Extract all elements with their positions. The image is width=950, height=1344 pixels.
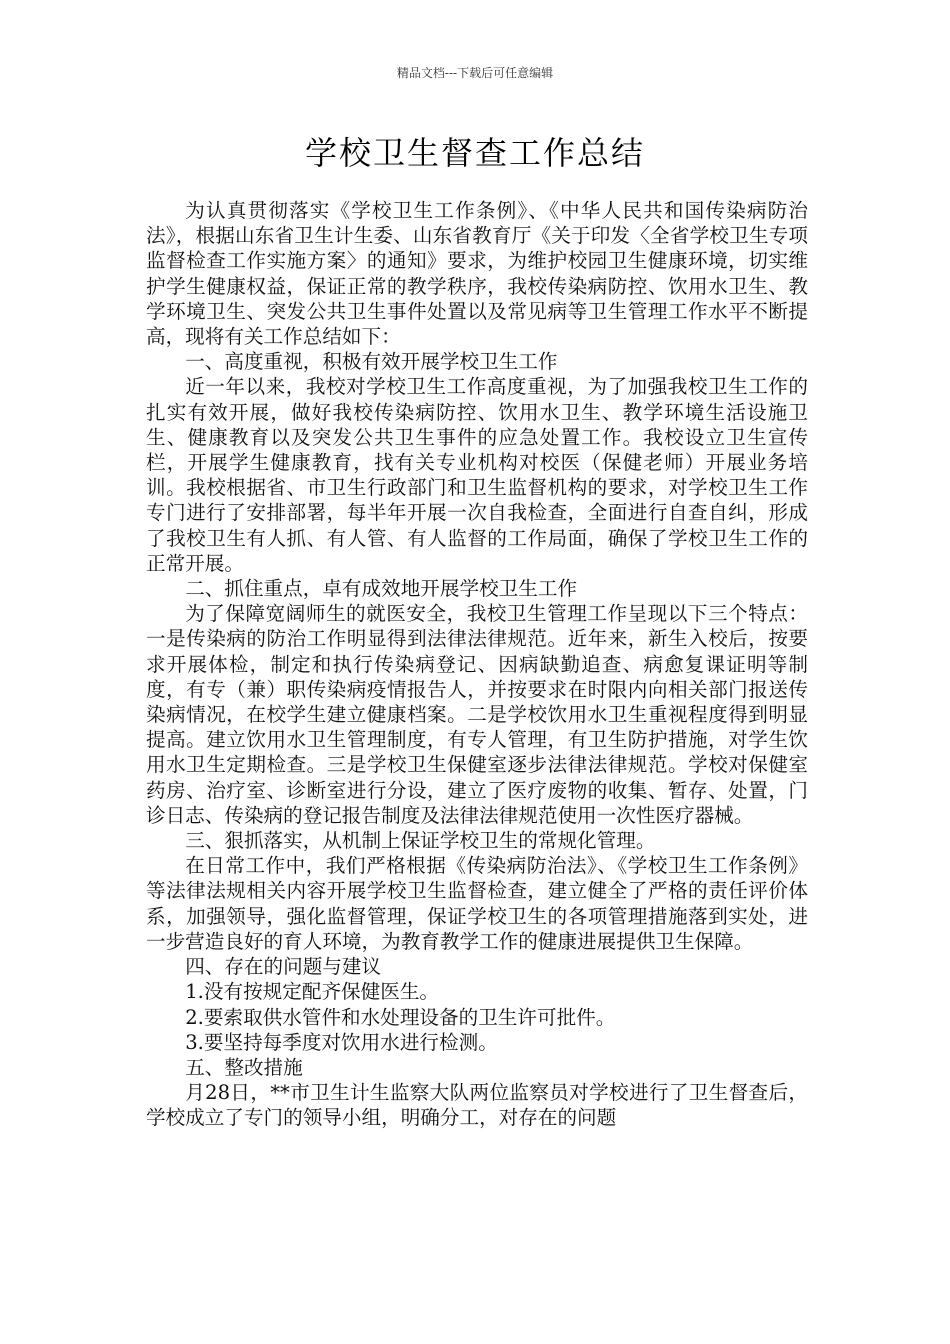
section-2-heading: 二、抓住重点，卓有成效地开展学校卫生工作 — [185, 577, 578, 601]
intro-paragraph: 为认真贯彻落实《学校卫生工作条例》、《中华人民共和国传染病防治法》，根据山东省卫生计生委、山东省教育厅《关于印发〈全省学校卫生专项监督检查工作实施方案〉的通知》要求，为维护校园卫生健康环境，切实维护学生健康权益，保证正常的教学秩序，我校传染病防控、饮用水卫生、教学环境卫生、突发公共卫生事件处置以及常见病等卫生管理工作水平不断提高，现将有关工作总结如下： — [146, 199, 808, 349]
issue-item: 1.没有按规定配齐保健医生。 — [185, 980, 440, 1004]
page-header: 精品文档---下载后可任意编辑 — [396, 66, 554, 80]
section-1-heading: 一、高度重视，积极有效开展学校卫生工作 — [185, 350, 558, 374]
section-5-paragraph: 月28日，**市卫生计生监察大队两位监察员对学校进行了卫生督查后，学校成立了专门的领导小组，明确分工，对存在的问题 — [146, 1081, 808, 1130]
section-2-paragraph: 为了保障宽阔师生的就医安全，我校卫生管理工作呈现以下三个特点：一是传染病的防治工作明显得到法律法律规范。近年来，新生入校后，按要求开展体检，制定和执行传染病登记、因病缺勤追查、病愈复课证明等制度，有专（兼）职传染病疫情报告人，并按要求在时限内向相关部门报送传染病情况，在校学生建立健康档案。二是学校饮用水卫生重视程度得到明显提高。建立饮用水卫生管理制度，有专人管理，有卫生防护措施，对学生饮用水卫生定期检查。三是学校卫生保健室逐步法律法律规范。学校对保健室药房、治疗室、诊断室进行分设，建立了医疗废物的收集、暂存、处置，门诊日志、传染病的登记报告制度及法律法律规范使用一次性医疗器械。 — [146, 602, 808, 827]
issue-item: 2.要索取供水管件和水处理设备的卫生许可批件。 — [185, 1005, 616, 1029]
document-body — [146, 198, 808, 1131]
section-5-heading: 五、整改措施 — [185, 1055, 303, 1079]
section-3-heading: 三、狠抓落实，从机制上保证学校卫生的常规化管理。 — [185, 829, 656, 853]
section-4-heading: 四、存在的问题与建议 — [185, 955, 382, 979]
section-3-paragraph: 在日常工作中，我们严格根据《传染病防治法》、《学校卫生工作条例》等法律法规相关内容开展学校卫生监督检查，建立健全了严格的责任评价体系，加强领导，强化监督管理，保证学校卫生的各项管理措施落到实处，进一步营造良好的育人环境，为教育教学工作的健康进展提供卫生保障。 — [146, 854, 808, 953]
section-1-paragraph: 近一年以来，我校对学校卫生工作高度重视，为了加强我校卫生工作的扎实有效开展，做好我校传染病防控、饮用水卫生、教学环境生活设施卫生、健康教育以及突发公共卫生事件的应急处置工作。我校设立卫生宣传栏，开展学生健康教育，找有关专业机构对校医（保健老师）开展业务培训。我校根据省、市卫生行政部门和卫生监督机构的要求，对学校卫生工作专门进行了安排部署，每半年开展一次自我检查，全面进行自查自纠，形成了我校卫生有人抓、有人管、有人监督的工作局面，确保了学校卫生工作的正常开展。 — [146, 375, 808, 575]
issue-item: 3.要坚持每季度对饮用水进行检测。 — [185, 1030, 498, 1054]
document-title: 学校卫生督查工作总结 — [304, 134, 645, 172]
